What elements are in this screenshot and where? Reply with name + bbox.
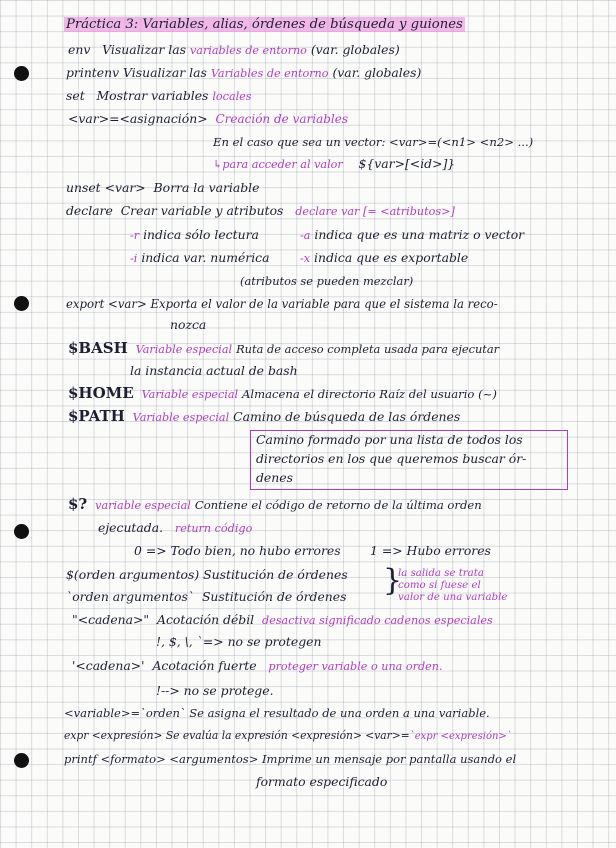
codes-one <box>370 543 491 559</box>
pink-note: desactiva significado cadenos especiales <box>262 614 493 627</box>
pink-note: Variables de entorno <box>210 67 329 80</box>
assign-cmd-text: <variable>=`orden` Se asigna el resultado de una orden a una variable. <box>64 706 490 720</box>
subst-line-2 <box>66 589 346 605</box>
desc: indica que es exportable <box>314 250 469 265</box>
subst-brace: } <box>383 563 403 598</box>
home-line <box>68 385 497 403</box>
export-line-1 <box>66 296 498 312</box>
desc: Sustitución de órdenes <box>201 589 347 604</box>
note-1: la salida se trata <box>398 568 484 579</box>
desc: Borra la variable <box>153 180 260 195</box>
flag: -r <box>130 229 140 242</box>
pink-note: Creación de variables <box>215 112 349 126</box>
pink-note: ↳para acceder al valor <box>213 158 343 171</box>
flag: -i <box>130 252 138 265</box>
binder-hole-2 <box>14 296 29 311</box>
desc: Almacena el directorio Raíz del usuario (~) <box>242 387 497 401</box>
desc: Visualizar las <box>123 65 207 80</box>
binder-hole-4 <box>14 753 29 768</box>
cmd: unset <var> <box>66 180 146 195</box>
subst-note-1 <box>398 568 484 579</box>
weak-line <box>72 612 493 629</box>
path-line <box>68 408 460 426</box>
syntax: "<cadena>" <box>72 612 150 627</box>
desc: Crear variable y atributos <box>120 203 284 218</box>
subst-line-1 <box>66 567 348 583</box>
unset-line <box>66 180 259 196</box>
path-box-line-3 <box>256 470 293 486</box>
desc: indica var. numérica <box>141 250 270 265</box>
env-line <box>68 42 400 59</box>
cmd: set <box>66 88 85 103</box>
bash-line-2 <box>130 363 298 379</box>
desc: Contiene el código de retorno de la última orden <box>194 498 482 512</box>
page-title <box>64 17 465 33</box>
cmd: printenv <box>66 65 120 80</box>
flag: -x <box>300 252 311 265</box>
printf-text: printf <formato> <argumentos> Imprime un mensaje por pantalla usando el <box>64 752 517 766</box>
opt-a-line <box>300 227 524 244</box>
desc: Mostrar variables <box>96 88 209 103</box>
cmd: env <box>68 42 91 57</box>
flag: -a <box>300 229 311 242</box>
opt-i-line <box>130 250 270 267</box>
binder-hole-1 <box>14 66 29 81</box>
subst-note-2 <box>398 580 481 591</box>
cmd: $HOME <box>68 384 134 402</box>
pink-note: proteger variable o una orden. <box>268 660 443 673</box>
opt-r-line <box>130 227 259 244</box>
expr-text: expr <expresión> Se evalúa la expresión <expresión> <var>= <box>64 729 410 742</box>
combine-line <box>240 273 413 289</box>
syntax: $(orden argumentos) <box>66 567 200 582</box>
assign-line <box>68 111 348 127</box>
opt-x-line <box>300 250 468 267</box>
code-one: 1 => Hubo errores <box>370 543 491 558</box>
combine-text: (atributos se pueden mezclar) <box>240 274 414 288</box>
printf-text-2: formato especificado <box>256 774 388 789</box>
export-text-2: nozca <box>170 317 207 332</box>
codes-zero <box>134 543 341 559</box>
weak-note-line <box>156 634 321 650</box>
pink-note: variable especial <box>95 499 191 512</box>
box-text-1: Camino formado por una lista de todos los <box>256 432 523 447</box>
cmd: $BASH <box>68 339 128 357</box>
expr-line <box>64 728 512 745</box>
binder-hole-3 <box>14 524 29 539</box>
desc: Acotación fuerte <box>152 658 257 673</box>
vector-line <box>213 134 533 150</box>
code-zero: 0 => Todo bien, no hubo errores <box>134 543 341 558</box>
vector-text: En el caso que sea un vector: <var>=(<n1> <n2> ...) <box>213 135 534 149</box>
path-box-line-2 <box>256 451 526 467</box>
cmd: $? <box>68 495 88 513</box>
desc-2: la instancia actual de bash <box>130 363 298 378</box>
box-text-3: denes <box>256 470 293 485</box>
status-line <box>68 496 482 514</box>
pink-note-2: return código <box>174 522 253 535</box>
access-line <box>213 156 455 173</box>
title-text: Práctica 3: Variables, alias, órdenes de búsqueda y guiones <box>66 17 463 32</box>
printf-line-2 <box>256 774 387 790</box>
desc: Camino de búsqueda de las órdenes <box>233 409 461 424</box>
extra: (var. globales) <box>310 42 400 57</box>
strong-note: !--> no se protege. <box>156 683 274 698</box>
desc: Sustitución de órdenes <box>203 567 348 582</box>
pink-note: Variable especial <box>141 388 239 401</box>
pink-note: Variable especial <box>132 411 230 424</box>
desc: indica sólo lectura <box>143 227 259 242</box>
strong-note-line <box>156 683 274 699</box>
box-text-2: directorios en los que queremos buscar ór- <box>256 451 527 466</box>
syntax: <var>=<asignación> <box>68 111 208 126</box>
note-3: valor de una variable <box>398 592 508 603</box>
cmd: declare <box>66 203 113 218</box>
pink-note: `expr <expresión>` <box>409 731 512 742</box>
desc: indica que es una matriz o vector <box>314 227 525 242</box>
bash-line <box>68 340 499 358</box>
status-line-2 <box>98 520 252 537</box>
syntax: `orden argumentos` <box>66 589 195 604</box>
pink-note: declare var [= <atributos>] <box>295 205 455 218</box>
printf-line <box>64 751 516 767</box>
pink-note: variables de entorno <box>189 44 307 57</box>
access-syntax: ${var>[<id>]} <box>358 156 456 171</box>
declare-line <box>66 203 455 220</box>
assign-cmd-line <box>64 705 490 721</box>
note-2: como si fuese el <box>398 580 481 591</box>
desc-2: ejecutada. <box>98 520 164 535</box>
syntax: '<cadena>' <box>72 658 145 673</box>
weak-note: !, $, \, `=> no se protegen <box>156 634 322 649</box>
path-box-line-1 <box>256 432 523 448</box>
cmd: $PATH <box>68 407 125 425</box>
set-line <box>66 88 252 105</box>
printenv-line <box>66 65 421 82</box>
extra: (var. globales) <box>332 65 422 80</box>
pink-note: Variable especial <box>135 343 233 356</box>
strong-line <box>72 658 443 675</box>
desc: Ruta de acceso completa usada para ejecutar <box>236 342 500 356</box>
desc: Visualizar las <box>102 42 186 57</box>
export-line-2 <box>170 317 206 333</box>
desc: Acotación débil <box>157 612 255 627</box>
pink-note: locales <box>212 90 252 103</box>
export-text: export <var> Exporta el valor de la variable para que el sistema la reco- <box>66 297 498 311</box>
subst-note-3 <box>398 592 507 603</box>
